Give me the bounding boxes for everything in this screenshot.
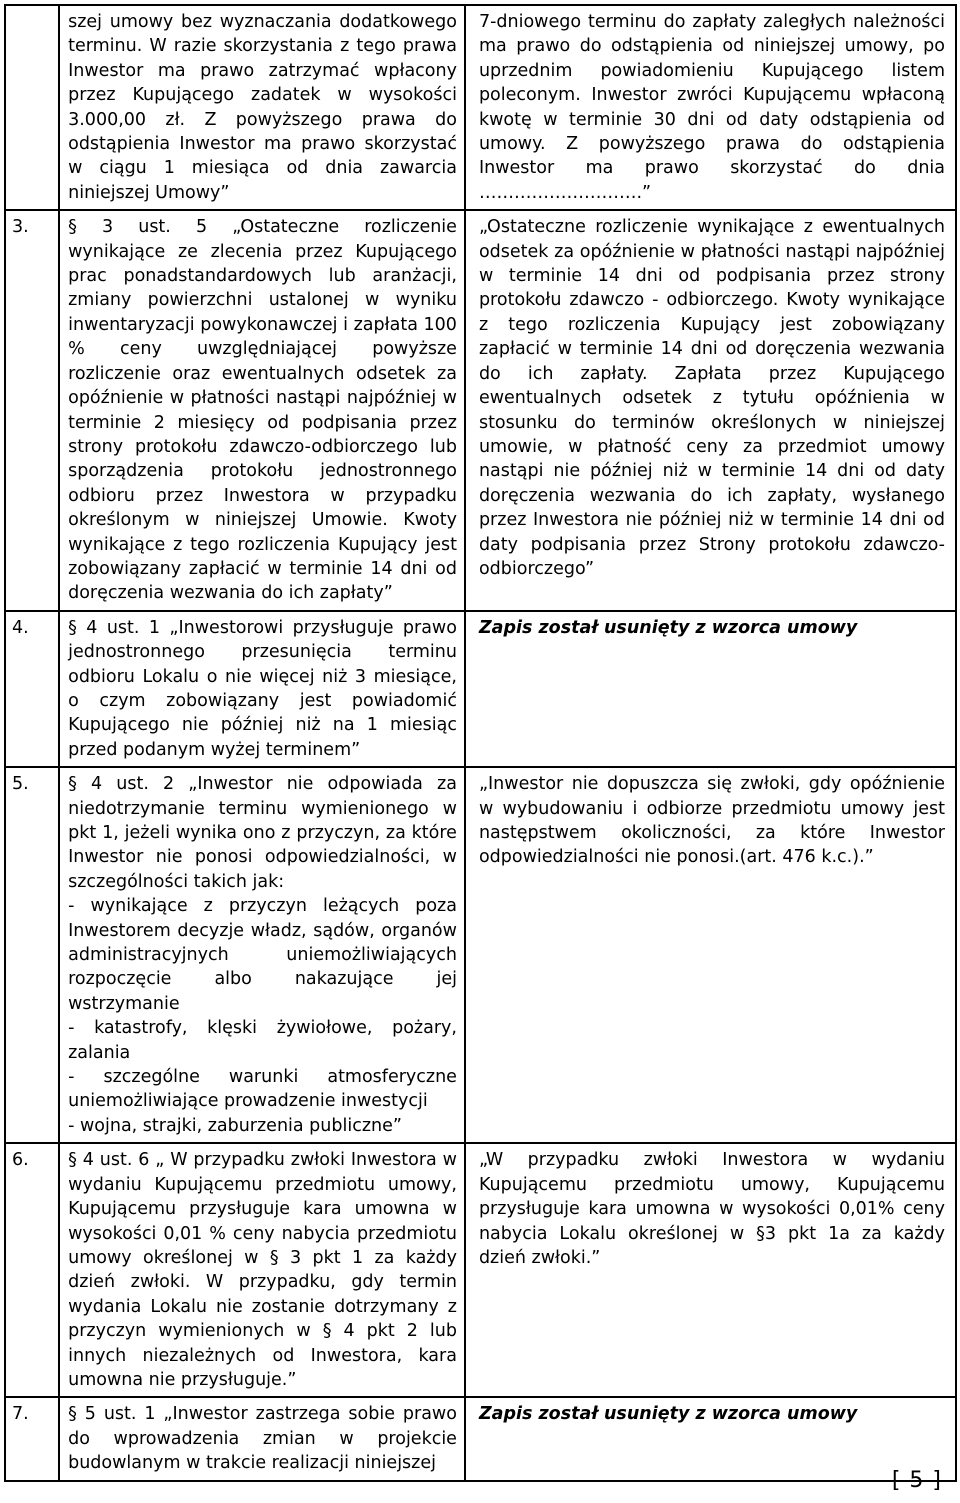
original-clause-text: § 5 ust. 1 „Inwestor zastrzega sobie prawo do wprowadzenia zmian w projekcie budowlanym w trakcie realizacji niniejszej [68, 1404, 457, 1474]
row-number: 7. [5, 1397, 59, 1480]
amended-clause-text: „Inwestor nie dopuszcza się zwłoki, gdy opóźnienie w wybudowaniu i odbiorze przedmiotu umowy jest następstwem okoliczności, za które Inwestor odpowiedzialności nie ponosi.(art. 476 k.c.).” [478, 774, 945, 868]
original-clause [59, 767, 465, 1143]
original-clause [59, 1143, 465, 1397]
table-row [5, 1397, 956, 1480]
original-clause-text: § 3 ust. 5 „Ostateczne rozliczenie wynikające ze zlecenia przez Kupującego prac ponadstandardowych lub aranżacji, zmiany powierzchni ustalonej w wyniku inwentaryzacji powykonawczej i zapłata 100 % ceny uwzględniającej powyższe rozliczenie oraz ewentualnych odsetek za opóźnienie w płatności nastąpi najpóźniej w terminie 2 miesięcy od podpisania przez strony protokołu zdawczo-odbiorczego lub sporządzenia protokołu jednostronnego odbioru przez Inwestora w przypadku określonym w niniejszej Umowie. Kwoty wynikające z tego rozliczenia Kupujący jest zobowiązany zapłacić w terminie 14 dni od doręczenia wezwania do ich zapłaty” [68, 217, 457, 604]
table-row [5, 5, 956, 210]
original-clause [59, 210, 465, 611]
page-number: [ 5 ] [891, 1468, 942, 1493]
original-clause-text: § 4 ust. 1 „Inwestorowi przysługuje prawo jednostronnego przesunięcia terminu odbioru Lokalu o nie więcej niż 3 miesiące, o czym zobowiązany jest powiadomić Kupującego nie później niż na 1 miesiąc przed podanym wyżej terminem” [68, 617, 457, 760]
original-clause-text: § 4 ust. 2 „Inwestor nie odpowiada za niedotrzymanie terminu wymienionego w pkt 1, jeżeli wynika ono z przyczyn, za które Inwestor nie ponosi odpowiedzialności, w szczególności takich jak: [68, 774, 457, 892]
original-clause [59, 1397, 465, 1480]
amended-clause-text: „W przypadku zwłoki Inwestora w wydaniu Kupującemu przedmiotu umowy, Kupującemu przysługuje kara umowna w wysokości 0,01% ceny nabycia Lokalu określonej w §3 pkt 1a za każdy dzień zwłoki.” [478, 1150, 945, 1268]
original-clause-bullet: - wojna, strajki, zaburzenia publiczne” [68, 1115, 402, 1136]
amended-clause [465, 611, 956, 767]
original-clause-bullet: - wynikające z przyczyn leżących poza Inwestorem decyzje władz, sądów, organów administracyjnych uniemożliwiających rozpoczęcie albo nakazujące jej wstrzymanie [68, 896, 457, 1014]
original-clause [59, 5, 465, 210]
row-number: 5. [5, 767, 59, 1143]
original-clause-text: szej umowy bez wyznaczania dodatkowego terminu. W razie skorzystania z tego prawa Inwestor ma prawo zatrzymać wpłacony przez Kupującego zadatek w wysokości 3.000,00 zł. Z powyższego prawa do odstąpienia Inwestor ma prawo skorzystać w ciągu 1 miesiąca od dnia zawarcia niniejszej Umowy” [68, 12, 457, 203]
table-row [5, 611, 956, 767]
amended-clause [465, 210, 956, 611]
amended-clause [465, 1143, 956, 1397]
original-clause-bullet: - szczególne warunki atmosferyczne uniemożliwiające prowadzenie inwestycji [68, 1067, 457, 1112]
original-clause [59, 611, 465, 767]
table-row [5, 210, 956, 611]
row-number [5, 5, 59, 210]
original-clause-text: § 4 ust. 6 „ W przypadku zwłoki Inwestora w wydaniu Kupującemu przedmiotu umowy, Kupującemu przysługuje kara umowna w wysokości 0,01 % ceny nabycia przedmiotu umowy określonej w § 3 pkt 1 za każdy dzień zwłoki. W przypadku, gdy termin wydania Lokalu nie zostanie dotrzymany z przyczyn wymienionych w § 4 pkt 2 lub innych niezależnych od Inwestora, kara umowna nie przysługuje.” [68, 1150, 457, 1390]
row-number: 4. [5, 611, 59, 767]
amended-clause [465, 1397, 956, 1480]
amended-clause-text: 7-dniowego terminu do zapłaty zaległych należności ma prawo do odstąpienia od niniejszej umowy, po uprzednim powiadomieniu Kupującego listem poleconym. Inwestor zwróci Kupującemu wpłaconą kwotę w terminie 30 dni od daty odstąpienia od umowy. Z powyższego prawa do odstąpienia Inwestor ma prawo skorzystać do dnia ……………………….” [478, 12, 945, 203]
comparison-table [4, 4, 957, 1482]
row-number: 6. [5, 1143, 59, 1397]
amended-clause [465, 767, 956, 1143]
removed-clause-note: Zapis został usunięty z wzorca umowy [478, 617, 858, 638]
removed-clause-note: Zapis został usunięty z wzorca umowy [478, 1404, 858, 1425]
row-number: 3. [5, 210, 59, 611]
original-clause-bullet: - katastrofy, klęski żywiołowe, pożary, zalania [68, 1018, 457, 1063]
table-row [5, 1143, 956, 1397]
table-row [5, 767, 956, 1143]
amended-clause [465, 5, 956, 210]
amended-clause-text: „Ostateczne rozliczenie wynikające z ewentualnych odsetek za opóźnienie w płatności nastąpi najpóźniej w terminie 14 dni od podpisania przez strony protokołu zdawczo - odbiorczego. Kwoty wynikające z tego rozliczenia Kupujący jest zobowiązany zapłacić w terminie 14 dni od doręczenia wezwania do ich zapłaty. Zapłata przez Kupującego ewentualnych odsetek z tytułu opóźnienia w stosunku do terminów określonych w niniejszej umowie, w płatność ceny za przedmiot umowy nastąpi nie później niż w terminie 14 dni od daty doręczenia wezwania do ich zapłaty, wysłanego przez Inwestora nie później niż w terminie 14 dni od daty podpisania przez Strony protokołu zdawczo-odbiorczego” [478, 217, 945, 579]
